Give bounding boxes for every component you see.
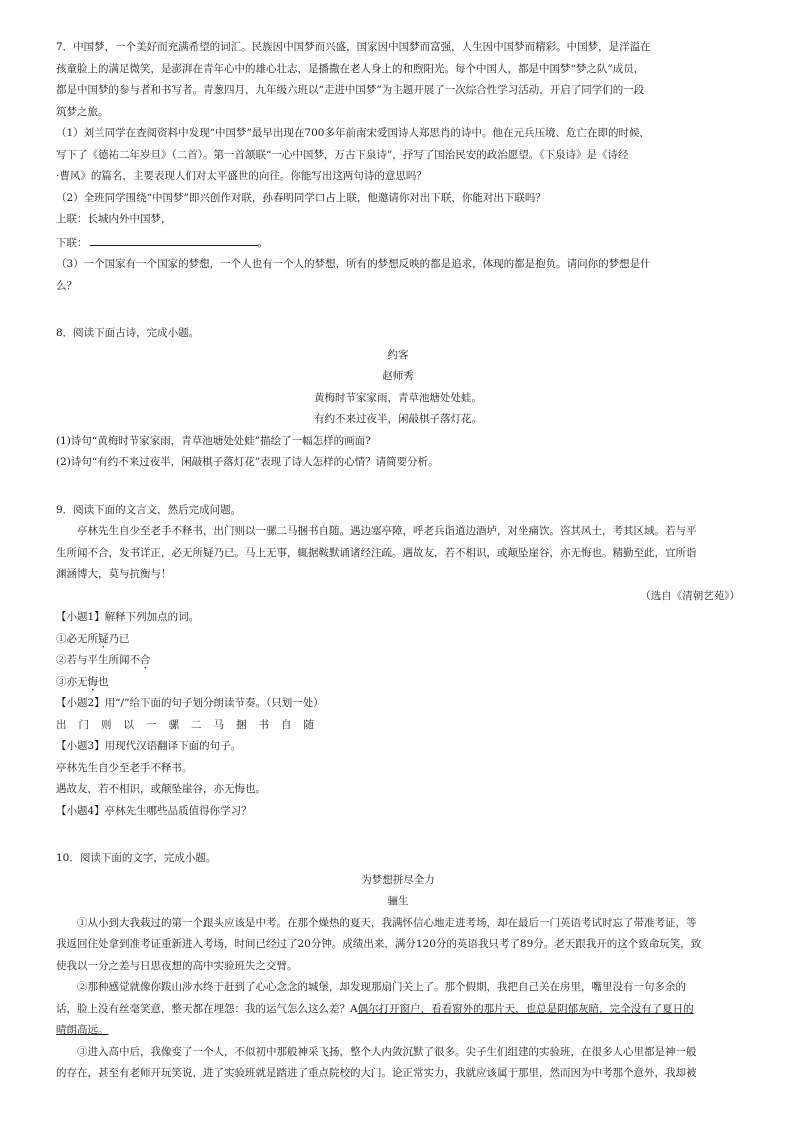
couplet-lower-label: 下联： bbox=[56, 236, 88, 249]
underlined-sentence-a: 晴朗高远。 bbox=[56, 1024, 109, 1036]
q7-intro-line: 筑梦之旅。 bbox=[56, 105, 109, 118]
word-item-2 bbox=[56, 650, 740, 672]
couplet-upper: 上联：长城内外中国梦， bbox=[56, 213, 172, 225]
q7-sub3-line: （3）一个国家有一个国家的梦想，一个人也有一个人的梦想，所有的梦想反映的都是追求，体现的都是抱负。请问你的梦想是什 bbox=[56, 258, 651, 270]
underlined-sentence-a: 偶尔打开窗户，看看窗外的那片天，也总是阴郁灰暗，完全没有了夏日的 bbox=[357, 1002, 694, 1015]
poem-author: 赵师秀 bbox=[382, 370, 414, 382]
q7-intro-line: 都是中国梦的参与者和书写者。青葱四月，九年级六班以“走进中国梦”为主题开展了一次综合性学习活动，开启了同学们的一段 bbox=[56, 84, 645, 96]
q7-intro-line: 7．中国梦，一个美好而充满希望的词汇。民族因中国梦而兴盛，国家因中国梦而富强，人生因中国梦而精彩。中国梦，是洋溢在 bbox=[56, 41, 651, 53]
paragraph-text: 话，脸上没有丝毫笑意，整天都在埋怨：我的运气怎么这么差？A bbox=[56, 1002, 358, 1015]
q9-subq3: 【小题3】用现代汉语翻译下面的句子。 bbox=[56, 740, 242, 752]
dotted-word: 悔 bbox=[87, 675, 98, 688]
question-10 bbox=[56, 848, 740, 1085]
q8-sub2: (2)诗句“有约不来过夜半，闲敲棋子落灯花”表现了诗人怎样的心情？请简要分析。 bbox=[56, 456, 439, 468]
word-item-text: ③亦无 bbox=[56, 675, 88, 688]
article-paragraph-line: ②那种感觉就像你跋山涉水终于赶到了心心念念的城堡，却发现那扇门关上了。那个假期，我把自己关在房里，嘴里没有一句多余的 bbox=[77, 981, 686, 993]
question-8 bbox=[56, 323, 740, 474]
classical-text-line: 亭林先生自少至老手不释书，出门则以一骡二马捆书自随。遇边塞亭障，呼老兵诣道边酒垆，对坐痛饮。咨其风土，考其区域。若与平 bbox=[77, 525, 697, 537]
article-paragraph-line: 使我以一分之差与日思夜想的高中实验班失之交臂。 bbox=[56, 959, 298, 972]
q8-stem: 8．阅读下面古诗，完成小题。 bbox=[56, 327, 200, 339]
q9-subq4: 【小题4】亭林先生哪些品质值得你学习？ bbox=[56, 804, 252, 817]
q9-subq2: 【小题2】用“/”给下面的句子划分朗读节奏。（只划一处） bbox=[56, 697, 324, 709]
q7-sub2-line: （2）全班同学围绕“中国梦”即兴创作对联，孙春明同学口占上联，他邀请你对出下联，你能对出下联吗？ bbox=[56, 191, 546, 204]
rhythm-sentence: 出门则以一骡二马捆书自随 bbox=[56, 718, 326, 731]
question-7 bbox=[56, 37, 740, 297]
word-item-text: 也 bbox=[98, 675, 109, 688]
q8-sub1: (1)诗句“黄梅时节家家雨，青草池塘处处蛙”描绘了一幅怎样的画面? bbox=[56, 434, 371, 447]
word-item-text: ①必无所 bbox=[56, 632, 98, 645]
q7-sub1-line: ·曹风》的篇名，主要表现人们对太平盛世的向往。你能写出这两句诗的意思吗？ bbox=[56, 170, 427, 182]
word-item-3 bbox=[56, 672, 740, 694]
translate-sentence: 遇故友，若不相识，或颠坠崖谷，亦无悔也。 bbox=[56, 783, 266, 795]
classical-text-line: 渊涵博大，莫与抗衡与！ bbox=[56, 568, 172, 580]
word-item-1 bbox=[56, 629, 740, 651]
dotted-word: 疑 bbox=[98, 632, 109, 645]
poem-line: 有约不来过夜半，闲敲棋子落灯花。 bbox=[314, 413, 482, 425]
article-paragraph-line: 我返回住处拿到准考证重新进入考场，时间已经过了20分钟。成绩出来，满分120分的英语我只考了89分。老天跟我开的这个致命玩笑，致 bbox=[56, 938, 702, 950]
q7-sub1-line: （1）刘兰同学在查阅资料中发现“中国梦”最早出现在700多年前南宋爱国诗人郑思肖的诗中。他在元兵压境、危亡在即的时候， bbox=[56, 127, 650, 139]
q9-stem: 9．阅读下面的文言文，然后完成问题。 bbox=[56, 503, 242, 516]
answer-blank[interactable] bbox=[90, 231, 258, 246]
word-item-text: ②若与平生所闻不 bbox=[56, 654, 140, 666]
q9-subq1: 【小题1】解释下列加点的词。 bbox=[56, 611, 200, 623]
source-citation: （选自《清朝艺苑》） bbox=[640, 589, 740, 602]
question-9 bbox=[56, 500, 740, 823]
dotted-word: 合 bbox=[140, 654, 151, 666]
word-item-text: 乃已 bbox=[108, 632, 130, 645]
q7-sub1-line: 写下了《德祐二年岁旦》（二首）。第一首颔联“一心中国梦，万古下泉诗”，抒写了国治民安的政治愿望。《下泉诗》是《诗经 bbox=[56, 148, 629, 161]
article-paragraph-line bbox=[56, 1020, 740, 1042]
article-author: 骊生 bbox=[387, 895, 409, 907]
article-paragraph-line bbox=[56, 999, 740, 1021]
article-title: 为梦想拼尽全力 bbox=[361, 873, 435, 886]
poem-title: 约客 bbox=[387, 348, 409, 361]
article-paragraph-line: ①从小到大我栽过的第一个跟头应该是中考。在那个燥热的夏天，我满怀信心地走进考场，却在最后一门英语考试时忘了带准考证，等 bbox=[77, 916, 697, 929]
classical-text-line: 生所闻不合，发书详正，必无所疑乃已。马上无事，辄据鞍默诵诸经注疏。遇故友，若不相识，或颠坠崖谷，亦无悔也。精勤至此，宜所诣 bbox=[56, 546, 697, 559]
q10-stem: 10．阅读下面的文字，完成小题。 bbox=[56, 852, 217, 864]
poem-line: 黄梅时节家家雨，青草池塘处处蛙。 bbox=[314, 391, 482, 404]
couplet-lower bbox=[56, 231, 740, 255]
translate-sentence: 亭林先生自少至老手不释书。 bbox=[56, 761, 193, 774]
q7-intro-line: 孩童脸上的满足微笑，是澎湃在青年心中的雄心壮志，是播撒在老人身上的和煦阳光。每个中国人，都是中国梦“梦之队”成员， bbox=[56, 62, 645, 75]
article-paragraph-line: ③进入高中后，我像变了一个人，不似初中那般神采飞扬，整个人内敛沉默了很多。尖子生们组建的实验班，在很多人心里都是神一般 bbox=[77, 1045, 697, 1058]
exam-page bbox=[56, 37, 740, 1085]
couplet-lower-end: 。 bbox=[257, 236, 268, 249]
q7-sub3-line: 么？ bbox=[56, 279, 77, 292]
article-paragraph-line: 的存在，甚至有老师开玩笑说，进了实验班就是踏进了重点院校的大门。论正常实力，我就应该属于那里，然而因为中考那个意外，我却被 bbox=[56, 1067, 697, 1079]
